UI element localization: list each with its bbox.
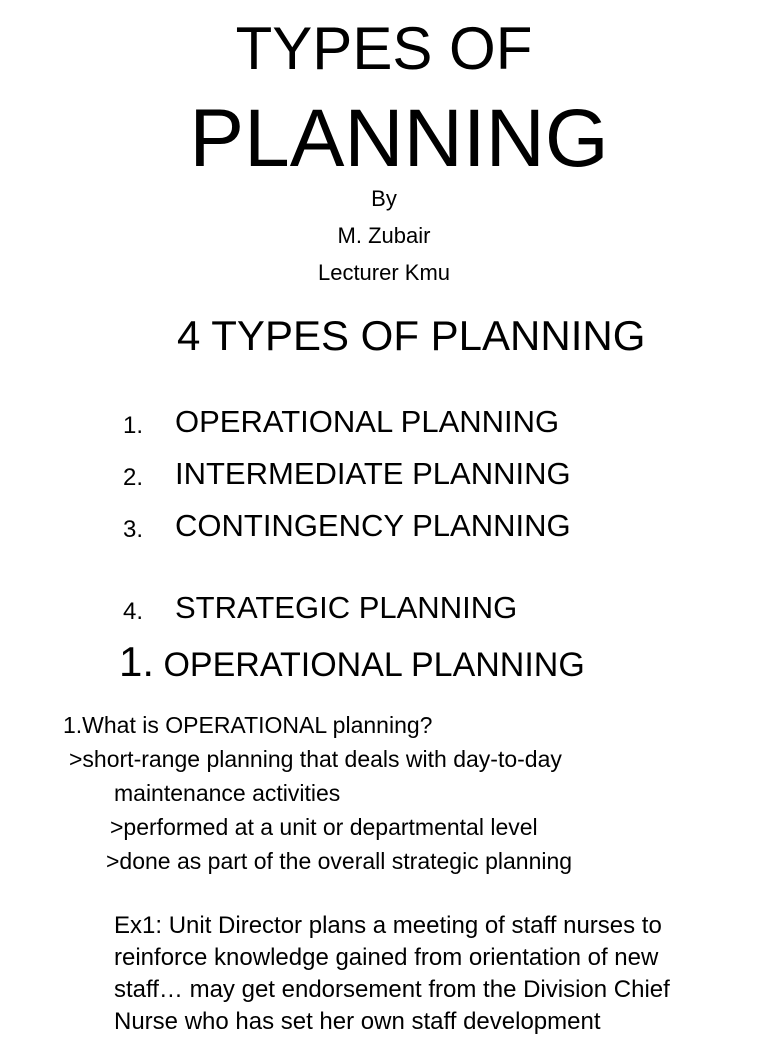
author-name: M. Zubair [337,223,431,248]
section-heading [119,638,585,686]
section-title: OPERATIONAL PLANNING [163,646,585,684]
type-item-label: STRATEGIC PLANNING [175,590,518,625]
type-item-label: INTERMEDIATE PLANNING [175,456,571,491]
type-item-operational [123,404,683,444]
point-short-range: >short-range planning that deals with day-to-day [69,746,562,772]
author-role: Lecturer Kmu [317,260,451,285]
type-item-number: 3. [123,516,144,543]
types-heading: 4 TYPES OF PLANNING [177,312,646,359]
type-item-number: 1. [123,412,144,439]
type-item-number: 4. [123,598,144,625]
type-item-contingency [123,508,683,548]
section-number: 1. [119,638,155,685]
question-line: 1.What is OPERATIONAL planning? [63,712,433,738]
title-line-2: PLANNING [189,93,609,184]
point-unit-level: >performed at a unit or departmental level [110,814,538,840]
type-item-label: CONTINGENCY PLANNING [175,508,571,543]
type-item-strategic [123,590,683,630]
type-item-label: OPERATIONAL PLANNING [175,404,560,439]
type-item-intermediate [123,456,683,496]
byline-by: By [371,186,397,211]
title-line-1: TYPES OF [235,15,533,82]
point-strategic: >done as part of the overall strategic planning [106,848,573,874]
example-paragraph: Ex1: Unit Director plans a meeting of staff nurses to reinforce knowledge gained from orientation of new staff… may get endorsement from the Division Chief Nurse who has set her own staff development [114,912,670,1035]
point-short-range-cont: maintenance activities [114,780,341,806]
type-item-number: 2. [123,464,144,491]
